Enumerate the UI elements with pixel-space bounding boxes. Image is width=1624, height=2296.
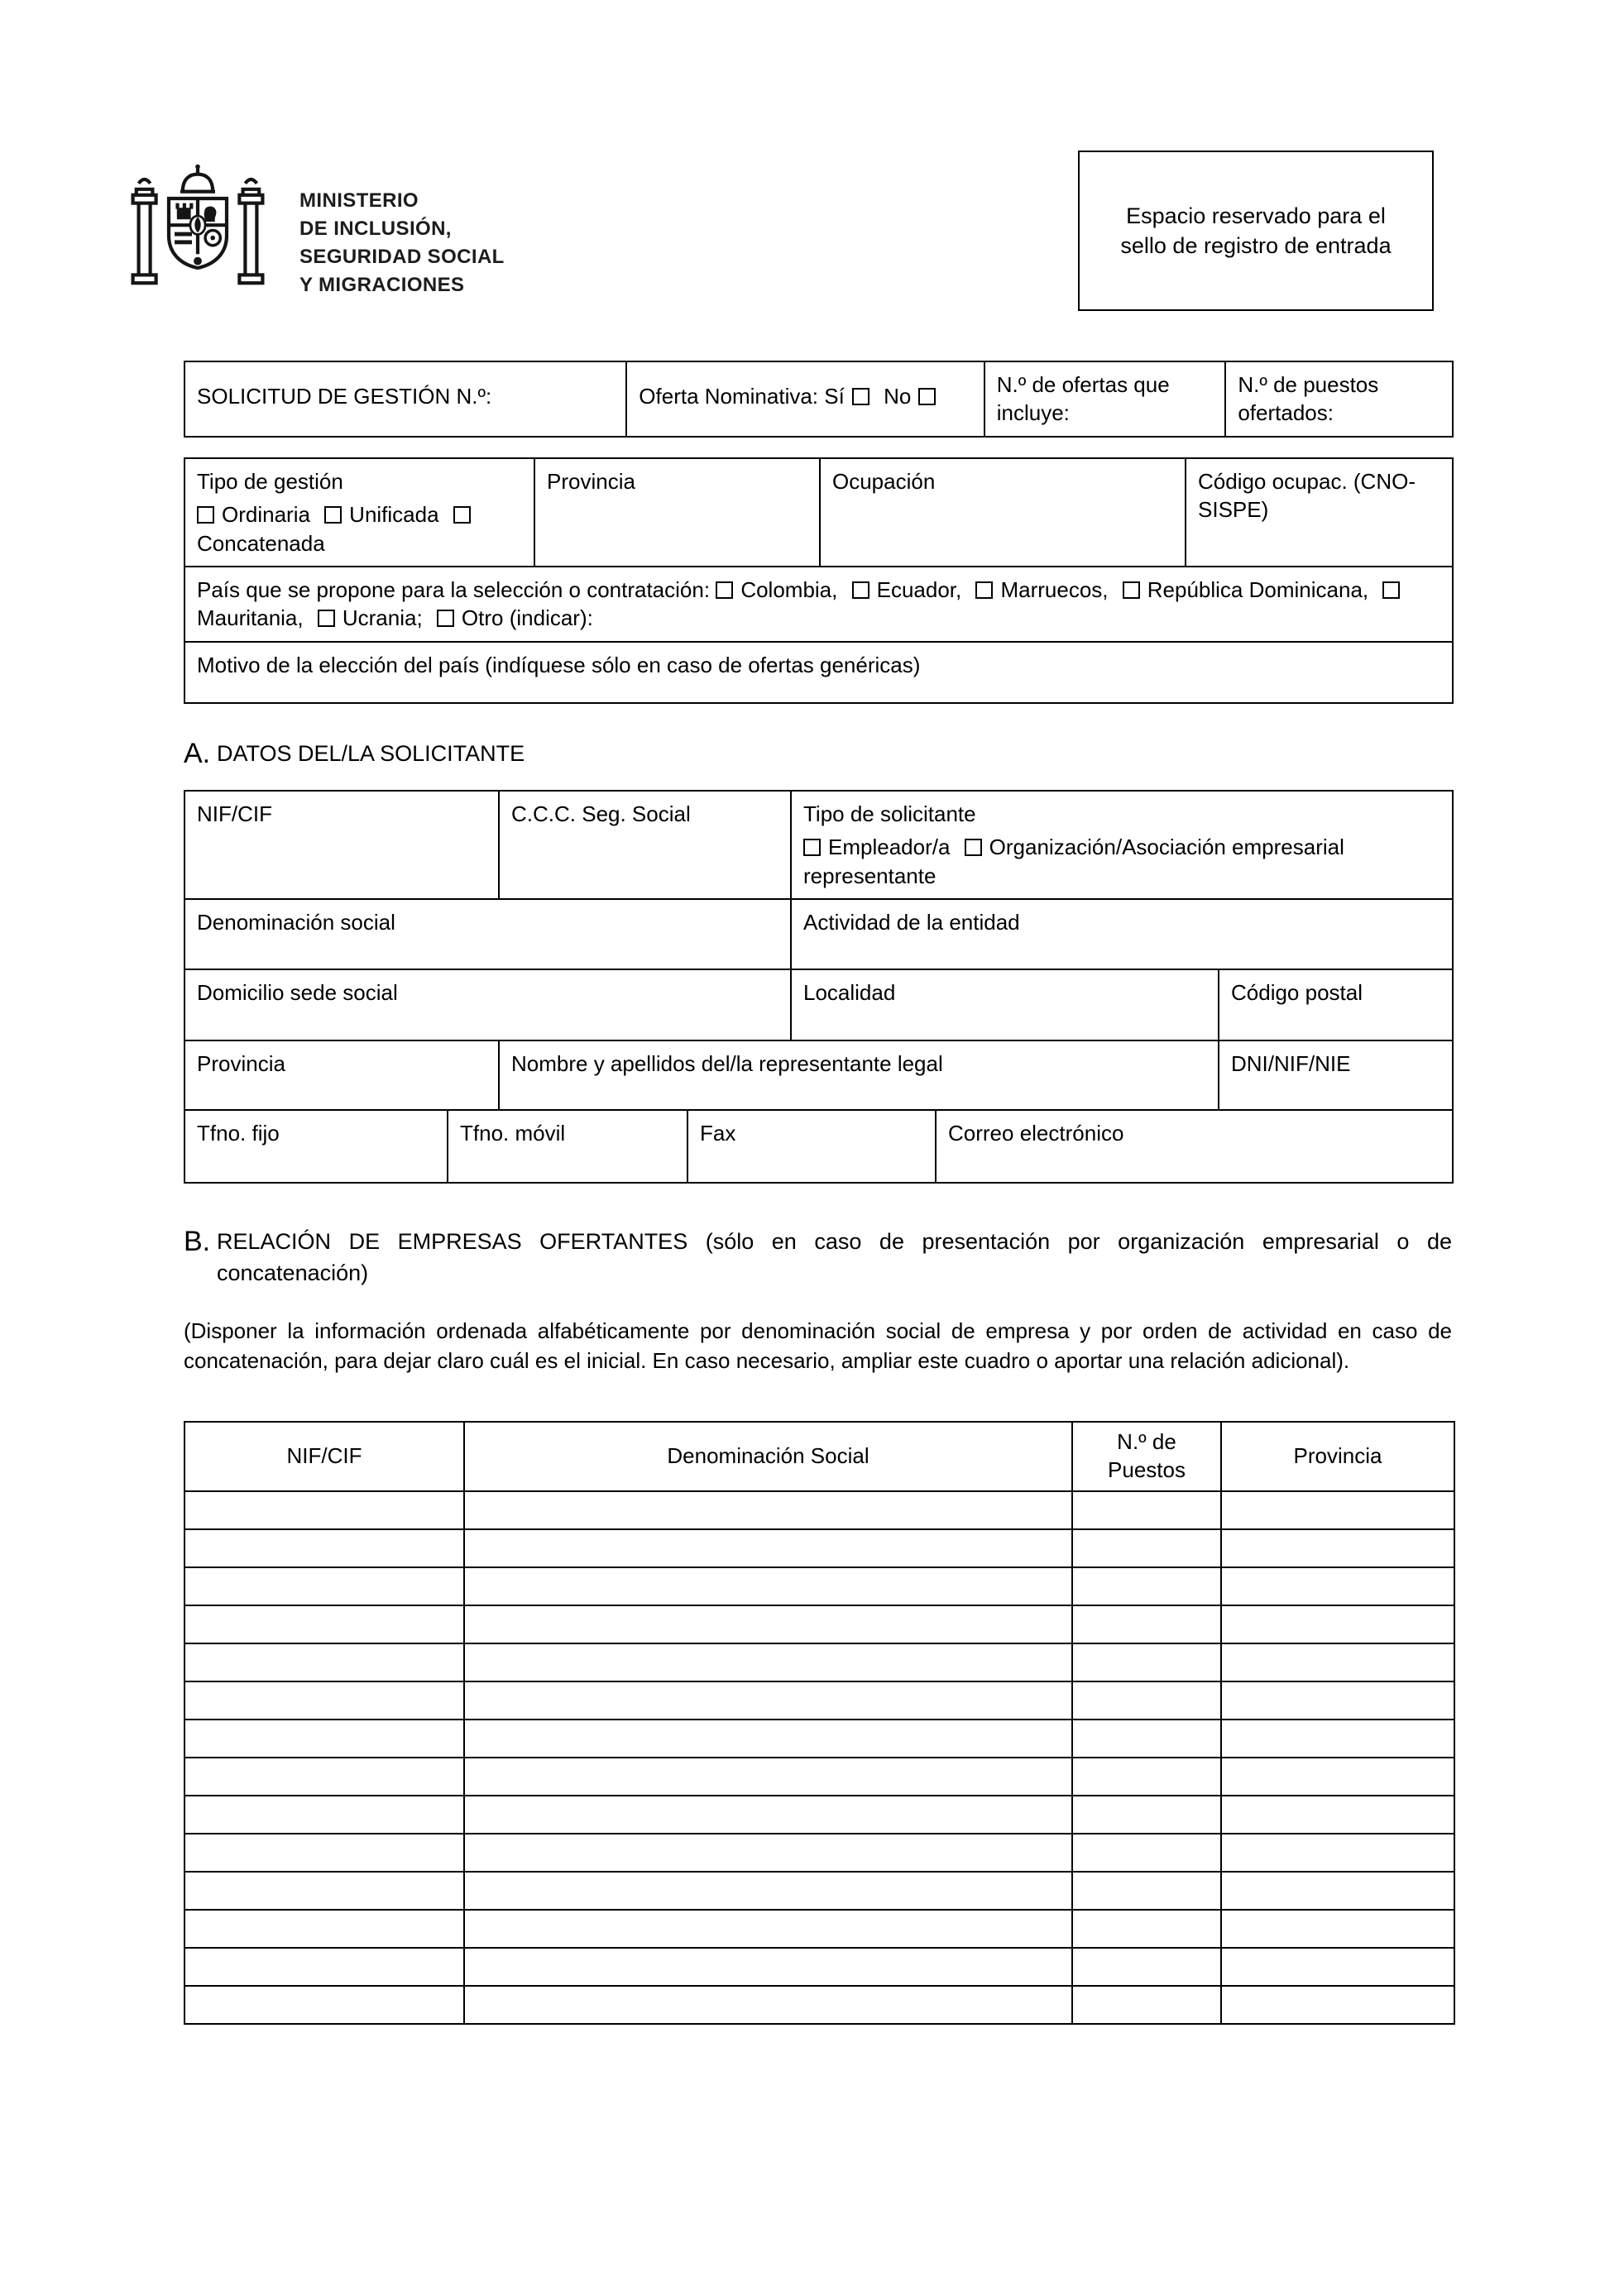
- empresas-empty-row: [184, 1681, 1454, 1720]
- oferta-si-option: [824, 384, 875, 409]
- representante-label: Nombre y apellidos del/la representante legal: [511, 1050, 943, 1076]
- tipo-solicitante-label: Tipo de solicitante: [803, 801, 976, 826]
- ocupacion-cell[interactable]: [821, 459, 1186, 567]
- ccc-label: C.C.C. Seg. Social: [511, 801, 691, 826]
- ministry-title: [299, 187, 505, 299]
- empresas-empty-cell[interactable]: [464, 1872, 1072, 1910]
- empresas-empty-cell[interactable]: [464, 1910, 1072, 1948]
- oferta-nominativa-cell: [627, 362, 984, 438]
- checkbox-concatenada[interactable]: [453, 506, 471, 524]
- organizacion-label: Organización/Asociación empresarial representante: [803, 835, 1344, 888]
- pais-option-ecuador: [852, 577, 962, 602]
- gestion-row-1: [185, 459, 1454, 567]
- solicitud-header-table: [184, 361, 1454, 438]
- ordinaria-label: Ordinaria: [222, 502, 310, 528]
- gestion-table: [184, 457, 1454, 704]
- marruecos-label: Marruecos,: [1000, 576, 1109, 602]
- empresas-empty-cell[interactable]: [184, 1720, 464, 1758]
- denominacion-label: Denominación social: [197, 909, 395, 935]
- section-b-letter: B.: [184, 1226, 211, 1257]
- empresas-empty-cell[interactable]: [1221, 1567, 1454, 1605]
- empresas-empty-cell[interactable]: [464, 1834, 1072, 1872]
- empresas-empty-cell[interactable]: [464, 1720, 1072, 1758]
- pais-option-otro: [437, 605, 593, 630]
- solicitante-table: [184, 790, 1454, 1184]
- provincia-solicitante-label: Provincia: [197, 1050, 285, 1076]
- num-ofertas-cell[interactable]: [985, 362, 1227, 438]
- section-a-heading: [184, 739, 1452, 770]
- pais-option-republica-dominicana: [1123, 577, 1368, 602]
- section-a-title: DATOS DEL/LA SOLICITANTE: [217, 741, 525, 766]
- empresas-empty-cell[interactable]: [464, 1948, 1072, 1986]
- empresas-empty-cell[interactable]: [1072, 1986, 1221, 2024]
- solicitante-row-4: [185, 1041, 1454, 1111]
- tipo-gestion-option-ordinaria: [197, 502, 310, 527]
- empresas-empty-cell[interactable]: [1072, 1681, 1221, 1720]
- nif-cif-label: NIF/CIF: [197, 801, 272, 826]
- motivo-cell[interactable]: [185, 643, 1454, 704]
- empresas-empty-cell[interactable]: [184, 1605, 464, 1643]
- dni-label: DNI/NIF/NIE: [1231, 1050, 1351, 1076]
- representante-cell[interactable]: [500, 1041, 1219, 1111]
- solicitante-row-3: [185, 970, 1454, 1041]
- section-b-heading: [184, 1227, 1452, 1289]
- empresas-empty-cell[interactable]: [1221, 1948, 1454, 1986]
- empresas-empty-cell[interactable]: [1072, 1872, 1221, 1910]
- ccc-cell[interactable]: [500, 792, 792, 900]
- checkbox-ordinaria[interactable]: [197, 506, 214, 524]
- oferta-no-option: [884, 384, 936, 409]
- checkbox-oferta-no[interactable]: [918, 388, 936, 405]
- concatenada-label: Concatenada: [197, 530, 325, 556]
- empresas-empty-cell[interactable]: [184, 1491, 464, 1529]
- empleador-label: Empleador/a: [828, 835, 951, 860]
- empresas-empty-row: [184, 1986, 1454, 2024]
- empresas-empty-cell[interactable]: [184, 1567, 464, 1605]
- tipo-gestion-option-unificada: [324, 502, 438, 527]
- empresas-empty-row: [184, 1720, 1454, 1758]
- tfno-movil-label: Tfno. móvil: [460, 1120, 566, 1146]
- codigo-ocupac-label: Código ocupac. (CNO-SISPE): [1198, 469, 1416, 523]
- pais-option-marruecos: [975, 577, 1108, 602]
- provincia-cell[interactable]: [535, 459, 821, 567]
- empresas-empty-cell[interactable]: [184, 1986, 464, 2024]
- denominacion-cell[interactable]: [185, 900, 792, 970]
- provincia-label: Provincia: [547, 469, 635, 494]
- empresas-empty-cell[interactable]: [184, 1643, 464, 1681]
- empresas-col-denominacion: Denominación Social: [464, 1422, 1072, 1491]
- correo-label: Correo electrónico: [948, 1120, 1124, 1146]
- pais-option-ucrania: [318, 605, 423, 630]
- mauritania-label: Mauritania,: [197, 605, 304, 631]
- motivo-label: Motivo de la elección del país (indíquese sólo en caso de ofertas genéricas): [197, 652, 921, 677]
- empresas-empty-cell[interactable]: [184, 1529, 464, 1567]
- checkbox-ecuador[interactable]: [852, 581, 869, 599]
- empresas-empty-cell[interactable]: [464, 1529, 1072, 1567]
- empresas-empty-cell[interactable]: [1072, 1948, 1221, 1986]
- solicitud-gestion-label: SOLICITUD DE GESTIÓN N.º:: [197, 384, 492, 409]
- checkbox-unificada[interactable]: [324, 506, 342, 524]
- empresas-empty-cell[interactable]: [1221, 1986, 1454, 2024]
- fax-cell[interactable]: [688, 1111, 937, 1184]
- localidad-cell[interactable]: [792, 970, 1219, 1041]
- num-ofertas-label: N.º de ofertas que incluye:: [996, 372, 1170, 426]
- empresas-empty-row: [184, 1643, 1454, 1681]
- domicilio-cell[interactable]: [185, 970, 792, 1041]
- domicilio-label: Domicilio sede social: [197, 979, 398, 1005]
- empresas-empty-cell[interactable]: [1221, 1796, 1454, 1834]
- empresas-col-num-puestos: N.º de Puestos: [1072, 1422, 1221, 1491]
- registry-stamp-box: [1078, 151, 1434, 311]
- empresas-empty-cell[interactable]: [464, 1681, 1072, 1720]
- empresas-empty-cell[interactable]: [1072, 1720, 1221, 1758]
- empresas-empty-row: [184, 1605, 1454, 1643]
- section-b-title: RELACIÓN DE EMPRESAS OFERTANTES (sólo en caso de presentación por organización empresarial o de concatenación): [217, 1229, 1452, 1285]
- pais-option-colombia: [716, 577, 837, 602]
- section-b-note: (Disponer la información ordenada alfabéticamente por denominación social de empresa y por orden de actividad en caso de concatenación, para dejar claro cuál es el inicial. En caso necesario, ampliar este cuadro o aportar una relación adicional).: [184, 1318, 1452, 1373]
- checkbox-organizacion[interactable]: [965, 839, 982, 856]
- empresas-empty-cell[interactable]: [464, 1491, 1072, 1529]
- empresas-empty-cell[interactable]: [1072, 1529, 1221, 1567]
- oferta-nominativa-label: Oferta Nominativa:: [639, 384, 819, 409]
- empresas-empty-cell[interactable]: [1221, 1681, 1454, 1720]
- empresas-empty-row: [184, 1758, 1454, 1796]
- actividad-label: Actividad de la entidad: [803, 909, 1020, 935]
- checkbox-ucrania[interactable]: [318, 610, 335, 627]
- ucrania-label: Ucrania;: [342, 605, 423, 631]
- solicitante-row-1: [185, 792, 1454, 900]
- empresas-empty-cell[interactable]: [464, 1605, 1072, 1643]
- empresas-col-nif-cif: NIF/CIF: [184, 1422, 464, 1491]
- empresas-empty-row: [184, 1872, 1454, 1910]
- empresas-empty-cell[interactable]: [184, 1910, 464, 1948]
- ministry-line: MINISTERIO: [299, 189, 419, 212]
- empresas-empty-cell[interactable]: [1221, 1910, 1454, 1948]
- empresas-empty-row: [184, 1529, 1454, 1567]
- ministry-line: DE INCLUSIÓN,: [299, 218, 452, 241]
- spain-coat-of-arms-logo: [122, 162, 273, 304]
- empresas-empty-cell[interactable]: [1072, 1605, 1221, 1643]
- empresas-table: [184, 1421, 1455, 2025]
- empresas-empty-cell[interactable]: [1072, 1910, 1221, 1948]
- checkbox-oferta-si[interactable]: [852, 388, 869, 405]
- gestion-row-pais: [185, 567, 1454, 643]
- coat-of-arms-graphic: [122, 162, 273, 304]
- tfno-fijo-label: Tfno. fijo: [197, 1120, 280, 1146]
- empresas-empty-cell[interactable]: [1221, 1720, 1454, 1758]
- provincia-solicitante-cell[interactable]: [185, 1041, 500, 1111]
- tipo-gestion-cell: [185, 459, 535, 567]
- tfno-fijo-cell[interactable]: [185, 1111, 448, 1184]
- empresas-empty-cell[interactable]: [1072, 1796, 1221, 1834]
- dni-cell[interactable]: [1219, 1041, 1454, 1111]
- codigo-postal-label: Código postal: [1231, 979, 1363, 1005]
- empresas-empty-row: [184, 1491, 1454, 1529]
- empresas-empty-cell[interactable]: [464, 1567, 1072, 1605]
- empresas-empty-row: [184, 1796, 1454, 1834]
- pais-cell: [185, 567, 1454, 643]
- empresas-empty-cell[interactable]: [464, 1758, 1072, 1796]
- empresas-header-row: [184, 1422, 1454, 1491]
- checkbox-marruecos[interactable]: [975, 581, 993, 599]
- empresas-empty-cell[interactable]: [1072, 1758, 1221, 1796]
- solicitante-row-2: [185, 900, 1454, 970]
- checkbox-colombia[interactable]: [716, 581, 733, 599]
- nif-cif-cell[interactable]: [185, 792, 500, 900]
- empresas-empty-cell[interactable]: [1221, 1758, 1454, 1796]
- pais-label: País que se propone para la selección o contratación:: [197, 576, 711, 602]
- solicitud-header-row: [185, 362, 1454, 438]
- empresas-empty-cell[interactable]: [464, 1643, 1072, 1681]
- empresas-table-wrapper: [184, 1421, 1455, 2025]
- empresas-empty-row: [184, 1948, 1454, 1986]
- solicitante-row-5: [185, 1111, 1454, 1184]
- colombia-label: Colombia,: [740, 576, 838, 602]
- empresas-empty-row: [184, 1834, 1454, 1872]
- section-a-letter: A.: [184, 738, 211, 769]
- registry-stamp-text: Espacio reservado para el sello de registro de entrada: [1120, 203, 1392, 258]
- empresas-table-body: [184, 1491, 1454, 2024]
- empresas-empty-cell[interactable]: [1221, 1872, 1454, 1910]
- empresas-empty-cell[interactable]: [184, 1872, 464, 1910]
- localidad-label: Localidad: [803, 979, 896, 1005]
- empresas-empty-cell[interactable]: [184, 1681, 464, 1720]
- codigo-ocupac-cell[interactable]: [1186, 459, 1454, 567]
- empresas-empty-cell[interactable]: [1072, 1643, 1221, 1681]
- correo-cell[interactable]: [937, 1111, 1454, 1184]
- checkbox-mauritania[interactable]: [1382, 581, 1400, 599]
- empresas-empty-cell[interactable]: [1221, 1643, 1454, 1681]
- unificada-label: Unificada: [349, 502, 439, 528]
- empresas-empty-cell[interactable]: [184, 1948, 464, 1986]
- empresas-empty-cell[interactable]: [184, 1758, 464, 1796]
- checkbox-republica-dominicana[interactable]: [1123, 581, 1140, 599]
- oferta-si-label: Sí: [824, 384, 845, 409]
- num-puestos-cell[interactable]: [1226, 362, 1454, 438]
- num-puestos-label: N.º de puestos ofertados:: [1238, 372, 1379, 426]
- otro-label: Otro (indicar):: [461, 605, 593, 631]
- empresas-empty-cell[interactable]: [464, 1986, 1072, 2024]
- gestion-row-motivo: [185, 643, 1454, 704]
- tipo-solicitante-option-empleador: [803, 835, 950, 859]
- tipo-solicitante-cell: [792, 792, 1454, 900]
- tipo-gestion-label: Tipo de gestión: [197, 469, 343, 494]
- ocupacion-label: Ocupación: [832, 469, 936, 494]
- empresas-empty-cell[interactable]: [1221, 1529, 1454, 1567]
- solicitud-gestion-cell[interactable]: [185, 362, 627, 438]
- empresas-empty-cell[interactable]: [1072, 1834, 1221, 1872]
- ministry-line: Y MIGRACIONES: [299, 274, 465, 297]
- empresas-empty-row: [184, 1567, 1454, 1605]
- ecuador-label: Ecuador,: [876, 576, 962, 602]
- empresas-empty-cell[interactable]: [184, 1796, 464, 1834]
- oferta-no-label: No: [884, 384, 912, 409]
- republica-dominicana-label: República Dominicana,: [1147, 576, 1369, 602]
- actividad-cell[interactable]: [792, 900, 1454, 970]
- tfno-movil-cell[interactable]: [448, 1111, 688, 1184]
- empresas-empty-cell[interactable]: [1221, 1605, 1454, 1643]
- empresas-empty-cell[interactable]: [1072, 1491, 1221, 1529]
- checkbox-otro[interactable]: [437, 610, 454, 627]
- checkbox-empleador[interactable]: [803, 839, 821, 856]
- empresas-empty-row: [184, 1910, 1454, 1948]
- ministry-line: SEGURIDAD SOCIAL: [299, 246, 505, 269]
- codigo-postal-cell[interactable]: [1219, 970, 1454, 1041]
- empresas-empty-cell[interactable]: [1221, 1491, 1454, 1529]
- empresas-empty-cell[interactable]: [464, 1796, 1072, 1834]
- empresas-empty-cell[interactable]: [1221, 1834, 1454, 1872]
- empresas-empty-cell[interactable]: [1072, 1567, 1221, 1605]
- fax-label: Fax: [700, 1120, 736, 1146]
- empresas-col-provincia: Provincia: [1221, 1422, 1454, 1491]
- empresas-empty-cell[interactable]: [184, 1834, 464, 1872]
